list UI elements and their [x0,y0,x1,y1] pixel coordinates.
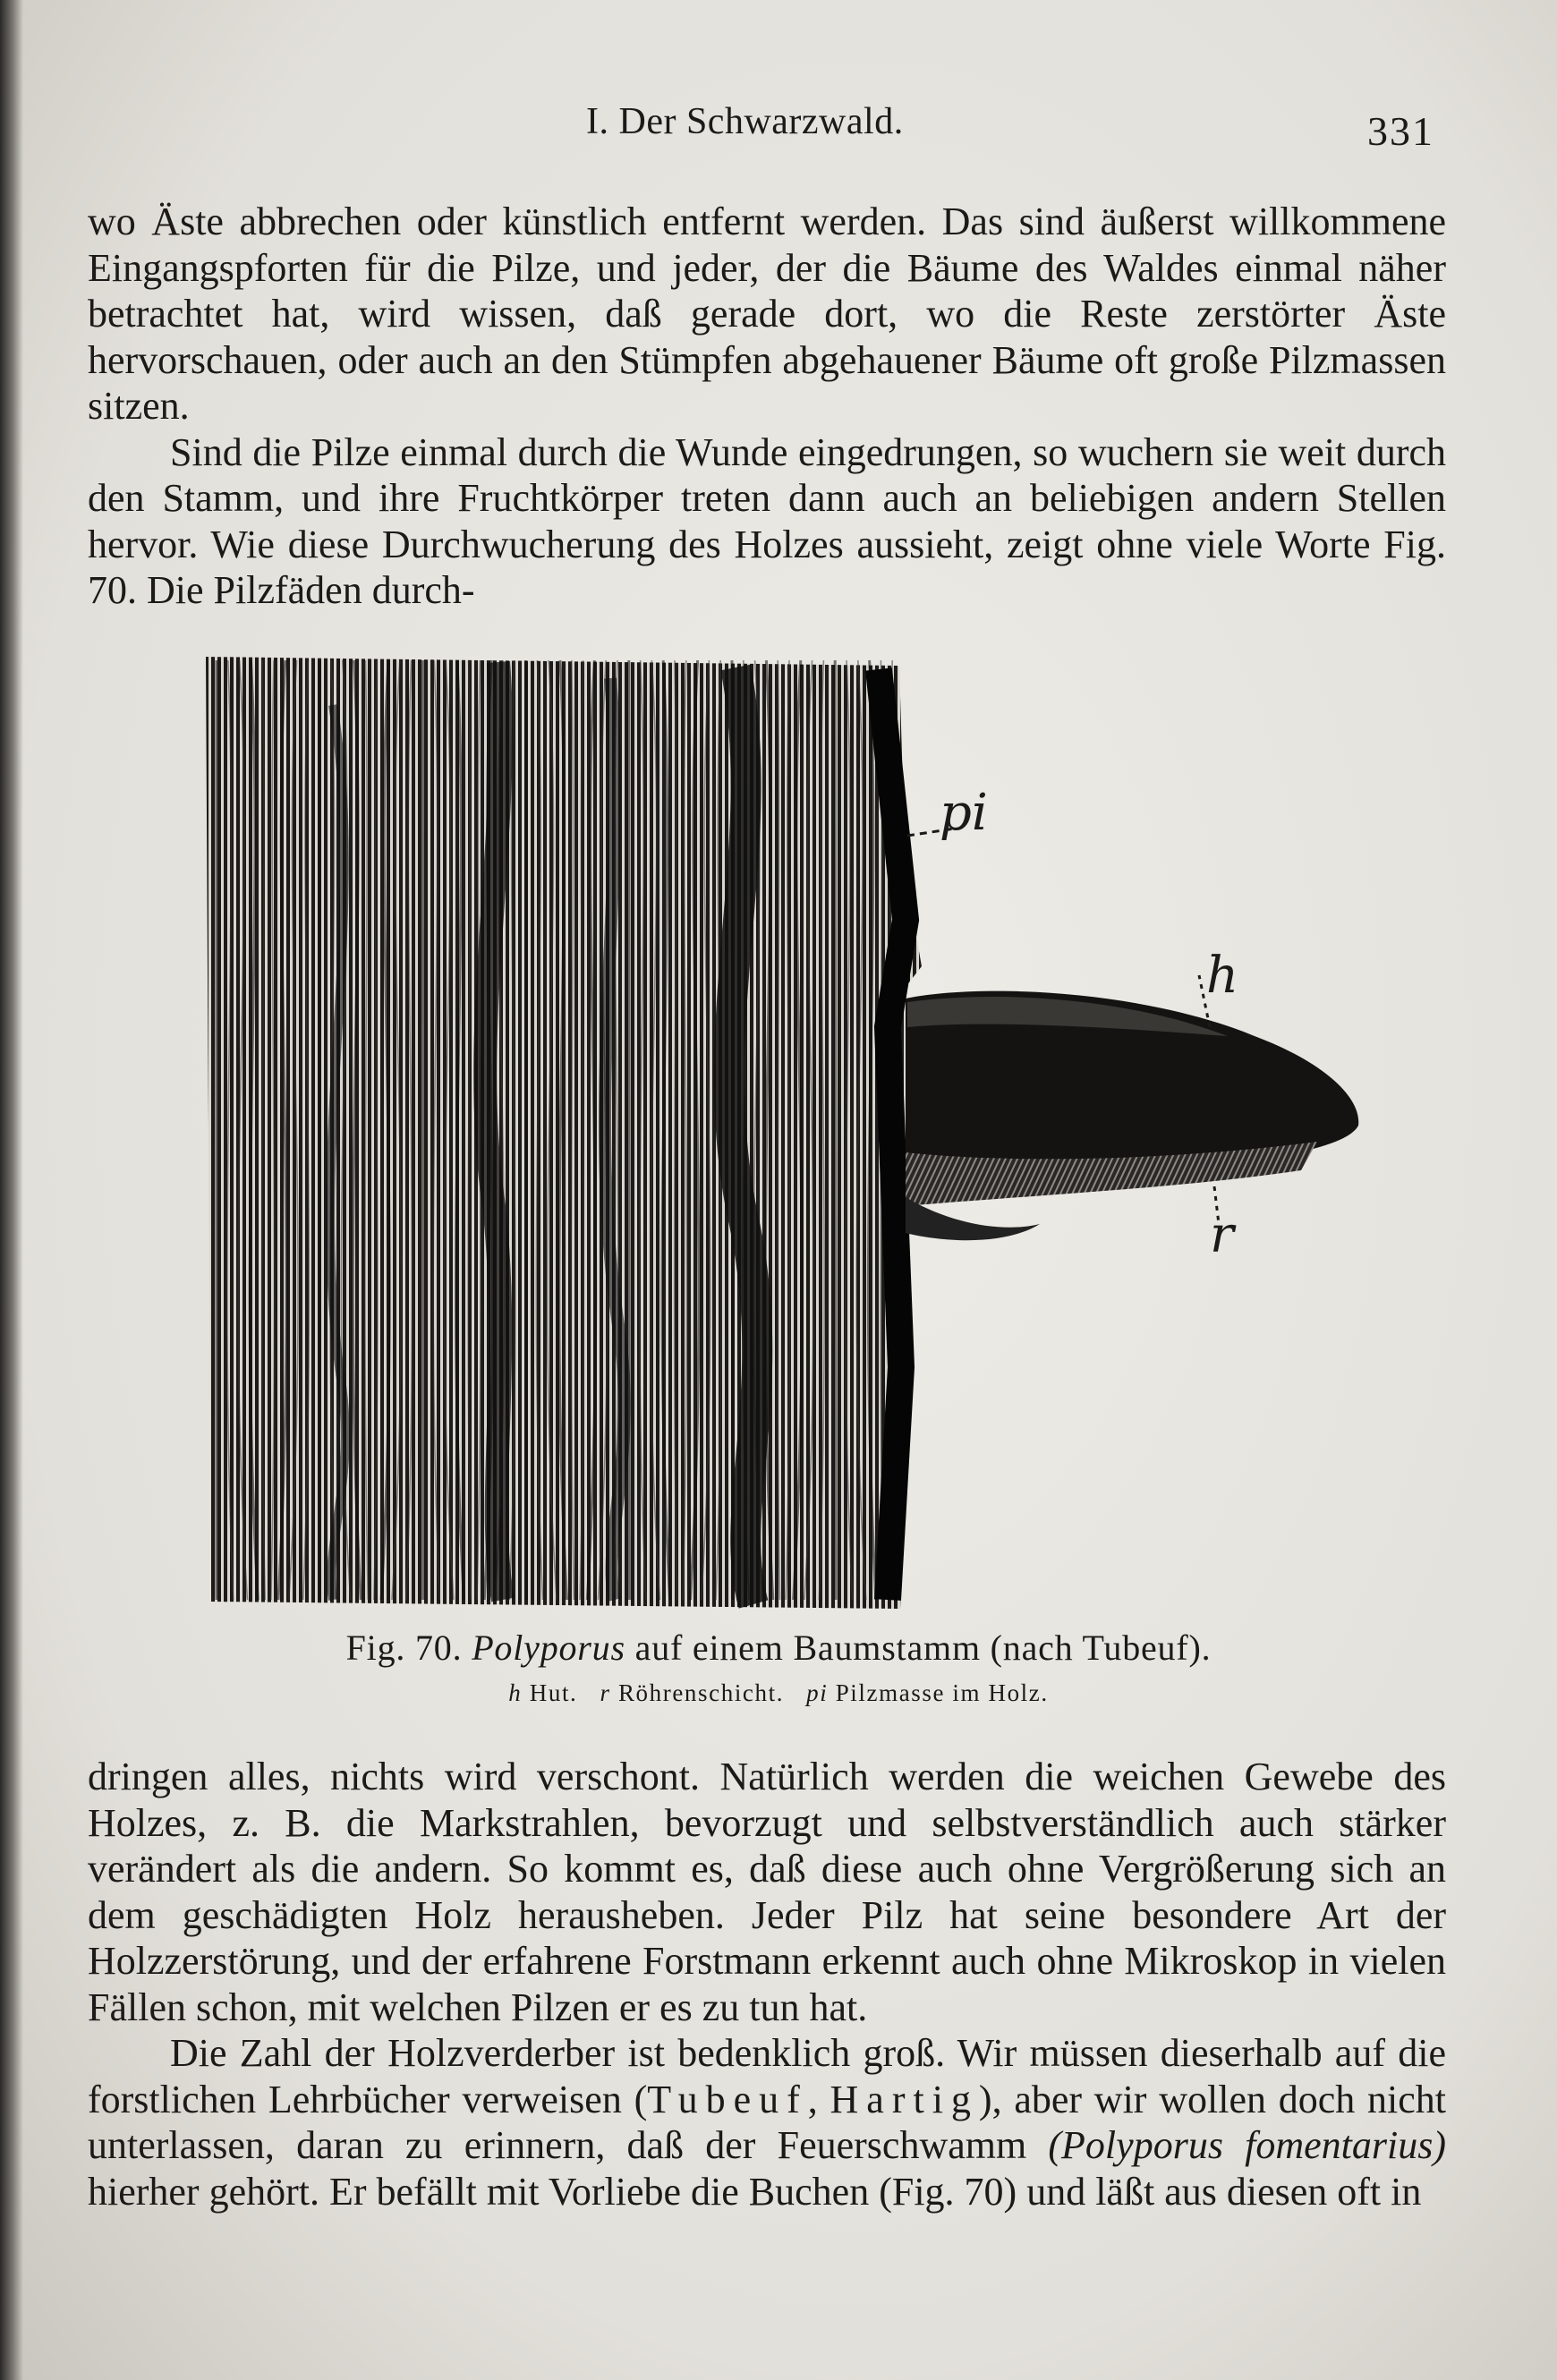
label-pi: pi [940,784,988,842]
paragraph-4-part-c: ), aber wir wollen doch nicht unterlassen, daran zu erinnern, daß der Feuerschwamm [88,2077,1447,2167]
paragraph-4 [88,2030,1446,2214]
paragraph-3: dringen alles, nichts wird verschont. Natürlich werden die weichen Gewebe des Holzes, z. B. die Markstrahlen, bevorzugt und selbstverständlich auch stärker verändert als die andern. So kommt es, daß diese auch ohne Vergrößerung sich an dem geschädigten Holz herausheben. Jeder Pilz hat seine besondere Art der Holzzerstörung, und der erfahrene Forstmann erkennt auch ohne Mikroskop in vielen Fällen schon, mit welchen Pilzen er es zu tun hat. [88,1755,1446,2029]
paragraph-2: Sind die Pilze einmal durch die Wunde eingedrungen, so wuchern sie weit durch den Stamm, und ihre Fruchtkörper treten dann auch an beliebigen andern Stellen hervor. Wie diese Durchwucherung des Holzes aussieht, zeigt ohne viele Worte Fig. 70. Die Pilzfäden durch- [88,429,1446,612]
author-tubeuf: Tubeuf [647,2077,808,2121]
page-number: 331 [1367,108,1434,154]
figure-caption [0,1627,1557,1707]
caption-text: auf einem Baumstamm (nach Tubeuf). [634,1628,1212,1668]
legend-key-h: h [508,1679,523,1706]
caption-title [0,1627,1557,1669]
legend-key-pi: pi [806,1679,829,1706]
legend-text-pi: Pilzmasse im Holz. [835,1679,1049,1706]
book-spine-shadow [0,0,23,2380]
chapter-title: I. Der Schwarzwald. [586,101,904,142]
legend-key-r: r [600,1679,611,1706]
paragraph-4-part-d: hierher gehört. Er befällt mit Vorliebe die Buchen (Fig. 70) und läßt aus diesen oft in [88,2169,1422,2214]
label-h: h [1206,947,1239,1005]
text-block-top [88,199,1446,614]
caption-genus: Polyporus [472,1628,625,1668]
text-block-bottom [88,1754,1446,2214]
legend-text-r: Röhrenschicht. [617,1679,785,1706]
species-name: (Polyporus fomentarius) [1048,2123,1447,2167]
author-hartig: Hartig [830,2077,979,2121]
paragraph-4-part-b: , [807,2077,830,2121]
caption-legend [0,1679,1557,1707]
legend-text-h: Hut. [529,1679,578,1706]
running-head [0,100,1557,154]
figure-70-illustration [199,651,1366,1619]
caption-figure-number: Fig. 70. [345,1628,463,1668]
paragraph-1: wo Äste abbrechen oder künstlich entfernt werden. Das sind äußerst willkommene Eingangspforten für die Pilze, und jeder, der die Bäume des Waldes einmal näher betrachtet hat, wird wissen, daß gerade dort, wo die Reste zerstörter Äste hervorschauen, oder auch an den Stümpfen abgehauener Bäume oft große Pilzmassen sitzen. [88,200,1446,428]
tree-trunk-with-bracket-fungus-engraving [199,651,1366,1619]
label-r: r [1210,1206,1234,1264]
paragraph-4-part-a: Die Zahl der Holzverderber ist bedenklich groß. Wir müssen dieserhalb auf die forstlichen Lehrbücher verweisen ( [88,2031,1446,2121]
